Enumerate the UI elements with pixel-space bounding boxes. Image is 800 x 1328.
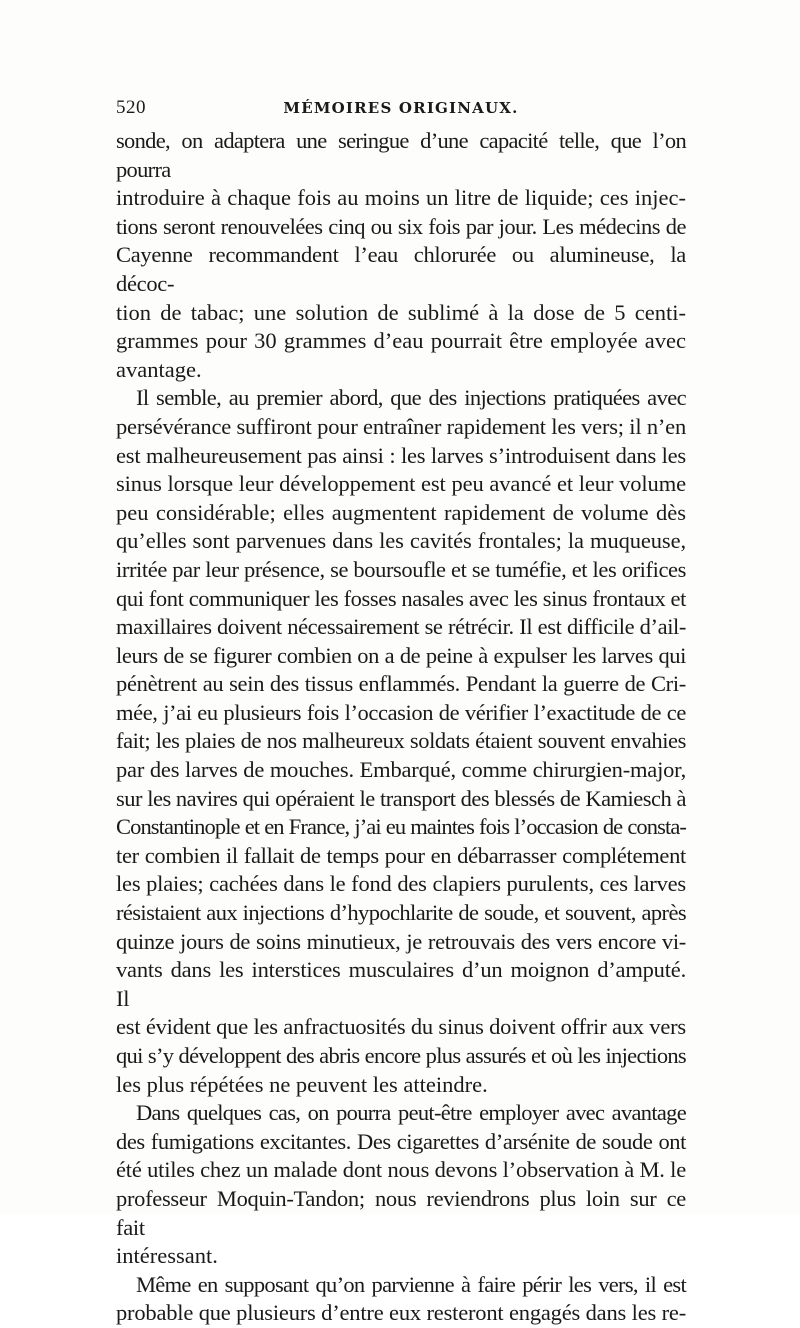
text-line: Même en supposant qu’on parvienne à faire périr les vers, il est [136, 1271, 686, 1297]
text-line: est malheureusement pas ainsi : les larves s’introduisent dans les [116, 442, 686, 468]
body-text [116, 127, 686, 1328]
text-line: intéressant. [116, 1243, 218, 1269]
text-line: est évident que les anfractuosités du sinus doivent offrir aux vers [116, 1014, 686, 1040]
text-line: Cayenne recommandent l’eau chlorurée ou alumineuse, la décoc- [116, 242, 686, 296]
text-line: qui font communiquer les fosses nasales avec les sinus frontaux et [116, 585, 686, 611]
text-line: sinus lorsque leur développement est peu avancé et leur volume [116, 471, 686, 497]
text-line: vants dans les interstices musculaires d’un moignon d’amputé. Il [116, 957, 686, 1011]
paragraph-3 [116, 1099, 686, 1271]
text-line: ter combien il fallait de temps pour en débarrasser complétement [116, 842, 686, 868]
text-line: tion de tabac; une solution de sublimé à la dose de 5 centi- [116, 299, 686, 325]
text-line: leurs de se figurer combien on a de peine à expulser les larves qui [116, 642, 686, 668]
text-line: introduire à chaque fois au moins un litre de liquide; ces injec- [116, 185, 686, 211]
paragraph-2 [116, 384, 686, 1099]
text-line: grammes pour 30 grammes d’eau pourrait être employée avec [116, 328, 686, 354]
text-line: tions seront renouvelées cinq ou six fois par jour. Les médecins de [116, 213, 686, 239]
text-line: professeur Moquin-Tandon; nous reviendrons plus loin sur ce fait [116, 1185, 686, 1240]
text-line: irritée par leur présence, se boursoufle et se tuméfie, et les orifices [116, 556, 686, 582]
text-line: persévérance suffiront pour entraîner rapidement les vers; il n’en [116, 413, 686, 439]
text-line: quinze jours de soins minutieux, je retrouvais des vers encore vi- [116, 928, 686, 954]
text-line: résistaient aux injections d’hypochlarite de soude, et souvent, après [116, 900, 686, 926]
text-line: pénètrent au sein des tissus enflammés. Pendant la guerre de Cri- [116, 671, 686, 697]
paragraph-4 [116, 1271, 686, 1328]
text-line: qui s’y développent des abris encore plus assurés et où les injections [116, 1043, 686, 1068]
text-line: Il semble, au premier abord, que des injections pratiquées avec [136, 385, 686, 411]
text-line: probable que plusieurs d’entre eux resteront engagés dans les re- [116, 1300, 686, 1326]
text-line: Dans quelques cas, on pourra peut-être employer avec avantage [136, 1100, 686, 1126]
text-line: par des larves de mouches. Embarqué, comme chirurgien-major, [116, 757, 686, 783]
text-line: les plaies; cachées dans le fond des clapiers purulents, ces larves [116, 871, 686, 897]
text-line: qu’elles sont parvenues dans les cavités frontales; la muqueuse, [116, 528, 686, 554]
text-line: des fumigations excitantes. Des cigarettes d’arsénite de soude ont [116, 1128, 686, 1154]
page-number: 520 [116, 97, 146, 118]
text-line: peu considérable; elles augmentent rapidement de volume dès [116, 499, 686, 525]
text-line: été utiles chez un malade dont nous devons l’observation à M. le [116, 1157, 686, 1183]
text-line: maxillaires doivent nécessairement se rétrécir. Il est difficile d’ail- [116, 614, 686, 640]
text-line: avantage. [116, 356, 202, 382]
running-title: MÉMOIRES ORIGINAUX. [283, 99, 519, 117]
running-head [116, 97, 686, 121]
text-line: Constantinople et en France, j’ai eu maintes fois l’occasion de consta- [116, 814, 686, 840]
text-line: mée, j’ai eu plusieurs fois l’occasion de vérifier l’exactitude de ce [116, 699, 686, 725]
text-line: les plus répétées ne peuvent les atteindre. [116, 1071, 488, 1097]
paragraph-1 [116, 127, 686, 384]
text-line: sur les navires qui opéraient le transport des blessés de Kamiesch à [116, 785, 686, 811]
text-line: fait; les plaies de nos malheureux soldats étaient souvent envahies [116, 728, 686, 754]
text-line: sonde, on adaptera une seringue d’une capacité telle, que l’on pourra [116, 128, 686, 182]
